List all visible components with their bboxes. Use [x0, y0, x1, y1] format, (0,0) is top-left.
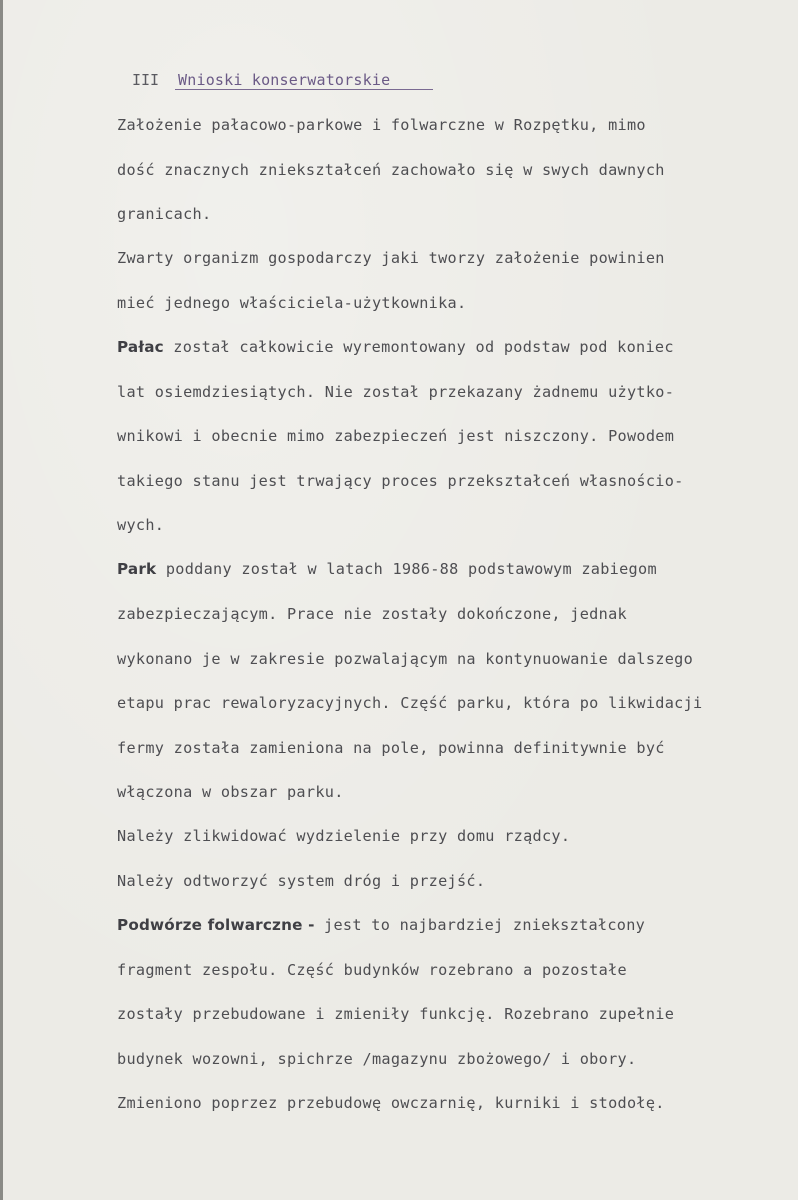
- text-line: [117, 826, 570, 846]
- section-title: Wnioski konserwatorskie: [178, 71, 391, 89]
- line-text: granicach.: [117, 205, 212, 223]
- text-line: [117, 337, 674, 357]
- text-line: [117, 604, 627, 624]
- line-text: budynek wozowni, spichrze /magazynu zbożowego/ i obory.: [117, 1050, 637, 1068]
- line-text: Należy zlikwidować wydzielenie przy domu rządcy.: [117, 827, 571, 845]
- line-text: dość znacznych zniekształceń zachowało się w swych dawnych: [117, 161, 665, 179]
- text-line: [117, 293, 466, 313]
- line-text: lat osiemdziesiątych. Nie został przekazany żadnemu użytko-: [117, 383, 675, 401]
- text-line: [117, 248, 665, 268]
- text-line: [117, 960, 627, 980]
- text-line: [117, 382, 674, 402]
- text-line: [117, 471, 684, 491]
- line-text: poddany został w latach 1986-88 podstawowym zabiegom: [156, 560, 657, 578]
- line-text: fragment zespołu. Część budynków rozebrano a pozostałe: [117, 961, 627, 979]
- line-text: jest to najbardziej zniekształcony: [314, 916, 646, 934]
- line-text: Założenie pałacowo-parkowe i folwarczne w Rozpętku, mimo: [117, 116, 646, 134]
- text-line: [117, 559, 657, 579]
- line-text: został całkowicie wyremontowany od podstaw pod koniec: [163, 338, 674, 356]
- text-line: [117, 160, 665, 180]
- text-line: [117, 1049, 636, 1069]
- line-text: fermy została zamieniona na pole, powinna definitywnie być: [117, 739, 665, 757]
- line-text: wykonano je w zakresie pozwalającym na kontynuowanie dalszego: [117, 650, 694, 668]
- text-line: [117, 871, 485, 891]
- bold-lead: Park: [117, 560, 157, 578]
- text-line: [117, 693, 703, 713]
- line-text: wych.: [117, 516, 165, 534]
- line-text: etapu prac rewaloryzacyjnych. Część parku, która po likwidacji: [117, 694, 703, 712]
- text-line: [117, 915, 645, 935]
- line-text: mieć jednego właściciela-użytkownika.: [117, 294, 467, 312]
- text-line: [117, 649, 693, 669]
- line-text: Należy odtworzyć system dróg i przejść.: [117, 872, 486, 890]
- line-text: wnikowi i obecnie mimo zabezpieczeń jest niszczony. Powodem: [117, 427, 675, 445]
- section-title-underline: [175, 89, 433, 90]
- line-text: włączona w obszar parku.: [117, 783, 344, 801]
- text-line: [117, 1004, 674, 1024]
- page-edge: [0, 0, 3, 1200]
- line-text: Zmieniono poprzez przebudowę owczarnię, kurniki i stodołę.: [117, 1094, 665, 1112]
- line-text: Zwarty organizm gospodarczy jaki tworzy założenie powinien: [117, 249, 665, 267]
- text-line: [117, 204, 211, 224]
- text-line: [117, 115, 646, 135]
- text-line: [117, 426, 674, 446]
- bold-lead: Podwórze folwarczne -: [117, 916, 315, 934]
- bold-lead: Pałac: [117, 338, 164, 356]
- section-number: III: [132, 71, 160, 89]
- line-text: takiego stanu jest trwający proces przekształceń własnościo-: [117, 472, 684, 490]
- text-line: [117, 738, 665, 758]
- text-line: [117, 515, 164, 535]
- text-line: [117, 782, 344, 802]
- text-line: [117, 1093, 665, 1113]
- line-text: zostały przebudowane i zmieniły funkcję. Rozebrano zupełnie: [117, 1005, 675, 1023]
- line-text: zabezpieczającym. Prace nie zostały dokończone, jednak: [117, 605, 627, 623]
